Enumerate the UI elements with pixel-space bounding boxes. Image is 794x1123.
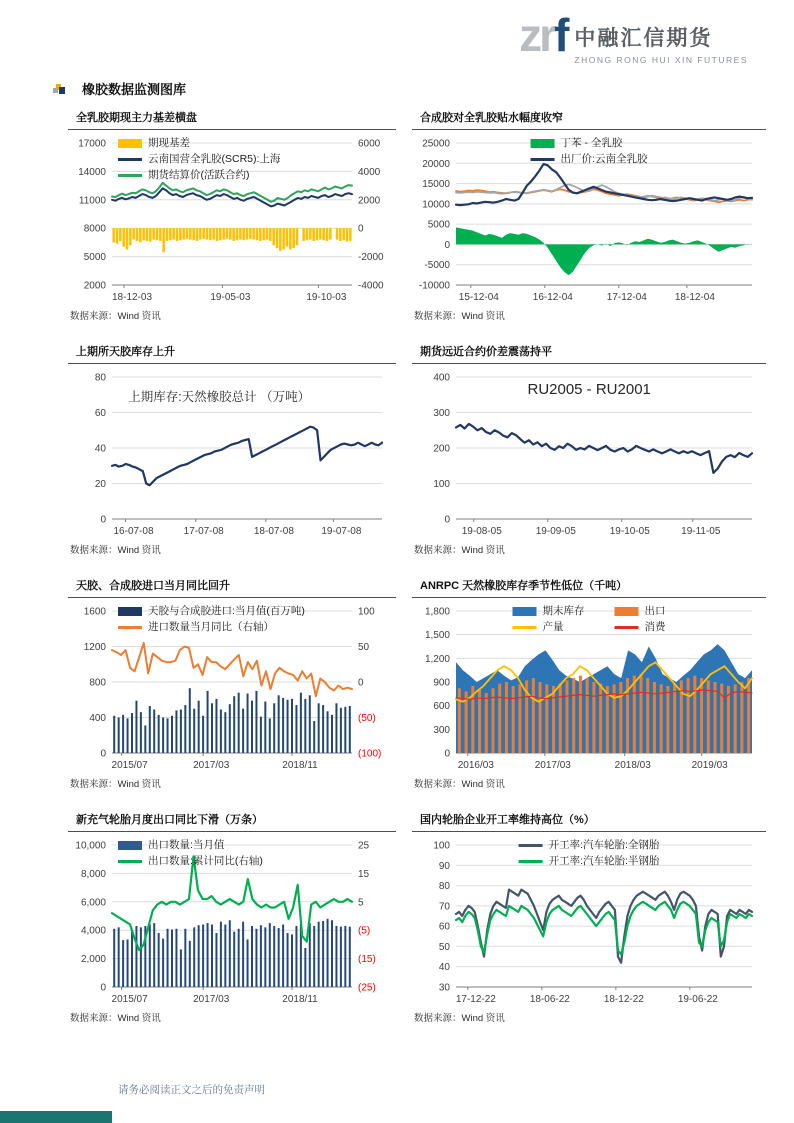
svg-text:2015/07: 2015/07 xyxy=(111,760,148,771)
svg-text:20: 20 xyxy=(94,479,106,490)
svg-text:200: 200 xyxy=(433,443,450,455)
svg-text:100: 100 xyxy=(358,606,375,618)
svg-text:0: 0 xyxy=(358,677,364,689)
svg-text:5: 5 xyxy=(358,897,364,909)
svg-text:80: 80 xyxy=(94,372,106,384)
chart-canvas xyxy=(412,135,766,305)
svg-text:8000: 8000 xyxy=(83,223,106,235)
page-header xyxy=(0,0,794,65)
svg-text:2018/03: 2018/03 xyxy=(614,760,651,771)
chart-canvas xyxy=(412,603,766,773)
svg-text:40: 40 xyxy=(94,443,106,455)
svg-text:19-11-05: 19-11-05 xyxy=(681,526,721,537)
logo-mark xyxy=(519,9,567,61)
svg-text:15000: 15000 xyxy=(422,179,450,191)
svg-text:0: 0 xyxy=(100,982,106,994)
svg-text:0: 0 xyxy=(444,748,450,760)
svg-text:100: 100 xyxy=(433,840,450,852)
chart-canvas xyxy=(412,369,766,539)
svg-text:2000: 2000 xyxy=(83,280,106,292)
svg-text:90: 90 xyxy=(438,860,450,872)
svg-text:18-06-22: 18-06-22 xyxy=(529,994,570,1005)
svg-text:30: 30 xyxy=(438,982,450,994)
data-source-label: 数据来源：Wind 资讯 xyxy=(70,779,161,790)
svg-text:2019/03: 2019/03 xyxy=(691,760,728,771)
legend-label: 开工率:汽车轮胎:半钢胎 xyxy=(548,854,660,867)
svg-text:5000: 5000 xyxy=(83,252,106,264)
chart-area xyxy=(412,369,766,539)
chart-area xyxy=(68,135,396,305)
svg-text:0: 0 xyxy=(444,239,450,251)
svg-text:1,500: 1,500 xyxy=(424,630,450,642)
svg-text:1600: 1600 xyxy=(83,606,106,618)
data-source-label: 数据来源：Wind 资讯 xyxy=(414,1013,505,1024)
svg-text:(15): (15) xyxy=(358,954,376,966)
legend-label: 出厂价:云南全乳胶 xyxy=(560,152,648,165)
svg-text:2017/03: 2017/03 xyxy=(193,760,230,771)
chart-inner-label: 上期库存:天然橡胶总计 （万吨） xyxy=(128,390,311,405)
chart-panel-anrpc xyxy=(412,574,766,796)
chart-title: 国内轮胎企业开工率维持高位（%） xyxy=(412,808,766,832)
chart-area xyxy=(412,603,766,773)
chart-title: 全乳胶期现主力基差横盘 xyxy=(68,106,396,130)
svg-text:0: 0 xyxy=(100,748,106,760)
svg-text:17-07-08: 17-07-08 xyxy=(183,526,224,537)
svg-text:19-08-05: 19-08-05 xyxy=(461,526,502,537)
legend-label: 云南国营全乳胶(SCR5):上海 xyxy=(148,152,281,165)
svg-text:15-12-04: 15-12-04 xyxy=(458,292,499,303)
svg-text:60: 60 xyxy=(94,408,106,419)
chart-panel-synthetic-spread xyxy=(412,106,766,328)
svg-text:800: 800 xyxy=(89,677,106,689)
disclaimer-text: 请务必阅读正文之后的免责声明 xyxy=(118,1084,265,1096)
legend-label: 消费 xyxy=(644,620,666,633)
chart-panel-operating-rate xyxy=(412,808,766,1030)
svg-text:15: 15 xyxy=(358,868,370,880)
svg-text:(5): (5) xyxy=(358,925,371,937)
legend-label: 进口数量当月同比（右轴） xyxy=(148,620,274,633)
legend-label: 产量 xyxy=(542,620,564,633)
svg-text:0: 0 xyxy=(100,514,106,526)
section-heading xyxy=(52,79,794,98)
legend-label: 出口数量:当月值 xyxy=(148,839,225,851)
legend-label: 期现基差 xyxy=(148,137,190,149)
svg-text:-10000: -10000 xyxy=(418,280,450,292)
legend-label: 期末库存 xyxy=(542,605,585,617)
svg-text:(50): (50) xyxy=(358,713,376,724)
svg-text:17000: 17000 xyxy=(78,138,106,150)
svg-text:2017/03: 2017/03 xyxy=(534,760,571,771)
legend-label: 丁苯 - 全乳胶 xyxy=(560,137,623,149)
svg-text:18-07-08: 18-07-08 xyxy=(253,526,294,537)
svg-text:16-07-08: 16-07-08 xyxy=(113,526,154,537)
svg-text:2018/11: 2018/11 xyxy=(282,994,318,1005)
svg-text:6,000: 6,000 xyxy=(80,897,106,909)
svg-text:8,000: 8,000 xyxy=(80,868,106,880)
chart-panel-imports xyxy=(68,574,396,796)
data-source-label: 数据来源：Wind 资讯 xyxy=(414,545,505,556)
svg-text:50: 50 xyxy=(438,941,450,953)
svg-text:400: 400 xyxy=(89,713,106,724)
svg-text:60: 60 xyxy=(438,921,450,933)
svg-text:16-12-04: 16-12-04 xyxy=(532,292,573,303)
svg-text:50: 50 xyxy=(358,642,370,653)
svg-text:17-12-04: 17-12-04 xyxy=(606,292,647,303)
svg-text:19-10-05: 19-10-05 xyxy=(609,526,650,537)
charts-grid xyxy=(68,106,794,1030)
chart-panel-basis xyxy=(68,106,396,328)
chart-panel-calendar-spread xyxy=(412,340,766,562)
chart-canvas xyxy=(68,369,396,539)
svg-text:1,200: 1,200 xyxy=(424,653,450,665)
svg-text:25000: 25000 xyxy=(422,138,450,150)
chart-title: 新充气轮胎月度出口同比下滑（万条） xyxy=(68,808,396,832)
svg-text:18-12-03: 18-12-03 xyxy=(111,292,153,303)
svg-text:5000: 5000 xyxy=(427,219,450,231)
svg-text:18-12-22: 18-12-22 xyxy=(603,994,644,1005)
svg-text:2018/11: 2018/11 xyxy=(282,760,318,771)
svg-text:2015/07: 2015/07 xyxy=(111,994,148,1005)
svg-text:-2000: -2000 xyxy=(358,252,384,264)
svg-text:25: 25 xyxy=(358,840,370,852)
svg-text:2016/03: 2016/03 xyxy=(457,760,494,771)
svg-text:10000: 10000 xyxy=(422,199,450,211)
svg-text:11000: 11000 xyxy=(78,195,106,207)
svg-text:4,000: 4,000 xyxy=(80,925,106,937)
chart-title: ANRPC 天然橡胶库存季节性低位（千吨） xyxy=(412,574,766,598)
svg-text:19-10-03: 19-10-03 xyxy=(306,292,347,303)
svg-text:0: 0 xyxy=(444,514,450,526)
svg-text:400: 400 xyxy=(433,372,450,384)
chart-panel-shfe-inventory xyxy=(68,340,396,562)
footer-accent-bar xyxy=(0,1111,112,1123)
svg-text:1200: 1200 xyxy=(83,642,106,653)
legend-label: 出口数量:累计同比(右轴) xyxy=(148,854,263,867)
chart-canvas xyxy=(68,837,396,1007)
data-source-label: 数据来源：Wind 资讯 xyxy=(70,311,161,322)
legend-label: 出口 xyxy=(644,605,666,617)
logo-zr-text: zr xyxy=(519,9,555,61)
chart-title: 合成胶对全乳胶贴水幅度收窄 xyxy=(412,106,766,130)
svg-text:19-06-22: 19-06-22 xyxy=(677,994,718,1005)
legend-label: 天胶与合成胶进口:当月值(百万吨) xyxy=(148,605,305,617)
chart-area xyxy=(68,369,396,539)
svg-text:10,000: 10,000 xyxy=(75,840,106,852)
svg-text:6000: 6000 xyxy=(358,138,381,150)
svg-text:300: 300 xyxy=(433,408,450,419)
svg-text:(100): (100) xyxy=(358,748,382,760)
svg-text:80: 80 xyxy=(438,881,450,893)
chart-title: 天胶、合成胶进口当月同比回升 xyxy=(68,574,396,598)
svg-text:-4000: -4000 xyxy=(358,280,384,292)
svg-text:600: 600 xyxy=(433,701,450,713)
chart-canvas xyxy=(68,135,396,305)
svg-text:100: 100 xyxy=(433,479,450,490)
chart-inner-label: RU2005 - RU2001 xyxy=(527,381,651,399)
svg-text:900: 900 xyxy=(433,677,450,689)
svg-text:17-12-22: 17-12-22 xyxy=(455,994,496,1005)
chart-area xyxy=(412,135,766,305)
svg-text:19-09-05: 19-09-05 xyxy=(535,526,576,537)
svg-text:0: 0 xyxy=(358,223,364,235)
chart-title: 期货远近合约价差震荡持平 xyxy=(412,340,766,364)
svg-text:4000: 4000 xyxy=(358,166,381,178)
svg-text:(25): (25) xyxy=(358,982,376,994)
svg-text:70: 70 xyxy=(438,901,450,913)
section-title: 橡胶数据监测图库 xyxy=(82,82,187,97)
company-logo xyxy=(519,9,748,65)
svg-text:300: 300 xyxy=(433,724,450,736)
svg-text:2,000: 2,000 xyxy=(80,954,106,966)
data-source-label: 数据来源：Wind 资讯 xyxy=(70,1013,161,1024)
data-source-label: 数据来源：Wind 资讯 xyxy=(414,779,505,790)
chart-area xyxy=(68,603,396,773)
svg-text:1,800: 1,800 xyxy=(424,606,450,618)
section-bullet-icon xyxy=(52,82,66,96)
svg-text:2000: 2000 xyxy=(358,195,381,207)
svg-text:19-05-03: 19-05-03 xyxy=(210,292,251,303)
chart-area xyxy=(412,837,766,1007)
svg-text:20000: 20000 xyxy=(422,158,450,170)
chart-panel-tire-exports xyxy=(68,808,396,1030)
svg-text:-5000: -5000 xyxy=(424,260,450,272)
svg-text:40: 40 xyxy=(438,962,450,974)
svg-text:2017/03: 2017/03 xyxy=(193,994,230,1005)
chart-area xyxy=(68,837,396,1007)
svg-text:19-07-08: 19-07-08 xyxy=(321,526,362,537)
logo-f-text: f xyxy=(554,9,567,61)
svg-text:14000: 14000 xyxy=(78,166,106,178)
data-source-label: 数据来源：Wind 资讯 xyxy=(70,545,161,556)
company-name-cn: 中融汇信期货 xyxy=(574,27,713,50)
legend-label: 期货结算价(活跃合约) xyxy=(148,168,250,181)
data-source-label: 数据来源：Wind 资讯 xyxy=(414,311,505,322)
svg-text:18-12-04: 18-12-04 xyxy=(674,292,715,303)
chart-canvas xyxy=(68,603,396,773)
chart-canvas xyxy=(412,837,766,1007)
chart-title: 上期所天胶库存上升 xyxy=(68,340,396,364)
legend-label: 开工率:汽车轮胎:全钢胎 xyxy=(548,839,660,851)
logo-text xyxy=(574,16,748,65)
company-name-en: ZHONG RONG HUI XIN FUTURES xyxy=(574,55,748,65)
